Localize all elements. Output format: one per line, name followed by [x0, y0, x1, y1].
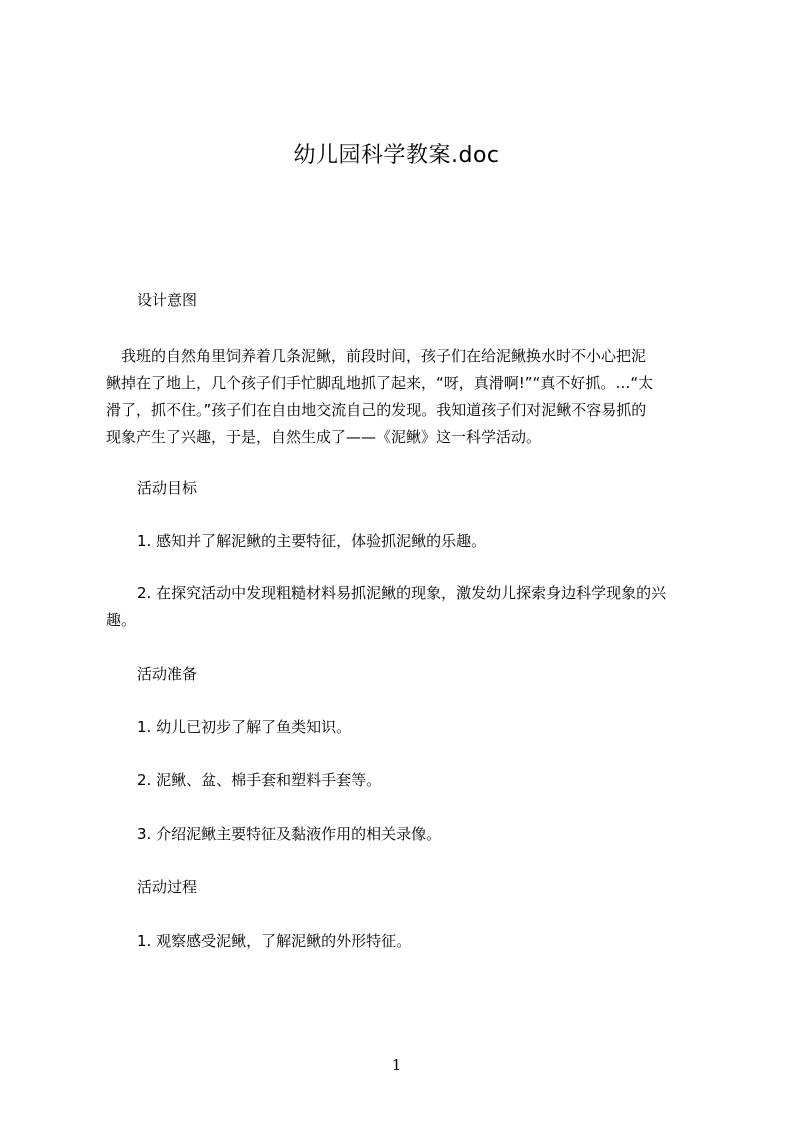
preparation-item-1: 1. 幼儿已初步了解了鱼类知识。: [137, 718, 352, 736]
paragraph-line: 鳅掉在了地上，几个孩子们手忙脚乱地抓了起来，“呀，真滑啊!”“真不好抓。…“太: [106, 374, 654, 392]
section-heading-preparation: 活动准备: [137, 665, 198, 683]
paragraph-line: 我班的自然角里饲养着几条泥鳅，前段时间，孩子们在给泥鳅换水时不小心把泥: [106, 347, 647, 365]
design-intent-paragraph: [106, 343, 706, 451]
section-heading-goals: 活动目标: [137, 479, 198, 497]
section-heading-process: 活动过程: [137, 878, 198, 896]
goal-item-2-continuation: 趣。: [106, 611, 137, 629]
preparation-item-2: 2. 泥鳅、盆、棉手套和塑料手套等。: [137, 771, 382, 789]
paragraph-line: 滑了，抓不住。”孩子们在自由地交流自己的发现。我知道孩子们对泥鳅不容易抓的: [106, 401, 647, 419]
section-heading-design-intent: 设计意图: [137, 291, 198, 309]
document-title: 幼儿园科学教案.doc: [293, 143, 500, 168]
goal-item-2: 2. 在探究活动中发现粗糙材料易抓泥鳅的现象，激发幼儿探索身边科学现象的兴: [137, 584, 667, 602]
page-number: 1: [391, 1056, 402, 1074]
process-item-1: 1. 观察感受泥鳅，了解泥鳅的外形特征。: [137, 932, 412, 950]
preparation-item-3: 3. 介绍泥鳅主要特征及黏液作用的相关录像。: [137, 825, 442, 843]
goal-item-1: 1. 感知并了解泥鳅的主要特征，体验抓泥鳅的乐趣。: [137, 532, 487, 550]
paragraph-line: 现象产生了兴趣，于是，自然生成了——《泥鳅》这一科学活动。: [106, 428, 542, 446]
